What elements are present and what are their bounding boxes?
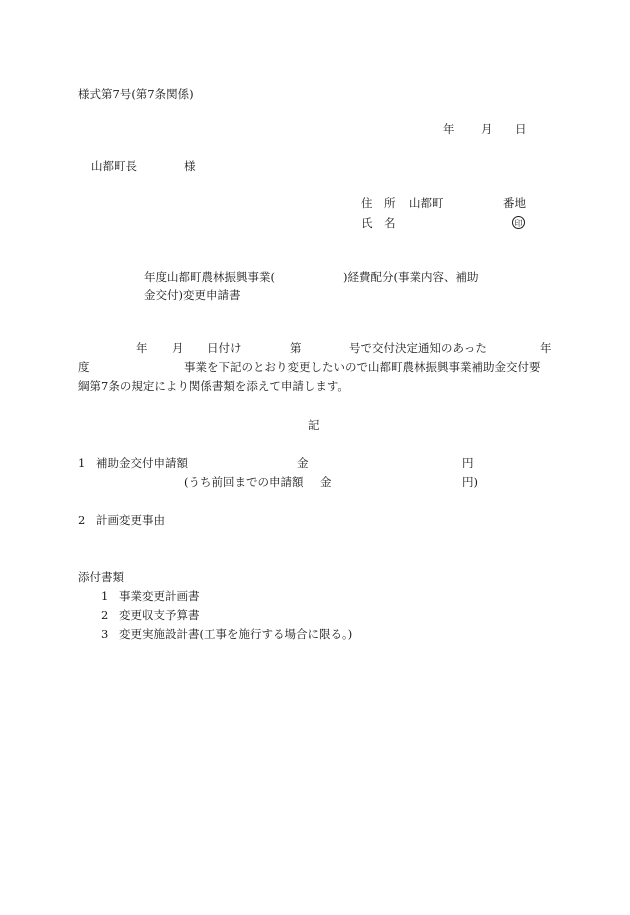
attachment-2-label: 変更収支予算書 bbox=[119, 608, 200, 622]
heading-line2: 金交付)変更申請書 bbox=[144, 288, 241, 302]
address-suffix: 番地 bbox=[503, 196, 526, 210]
address-town: 山都町 bbox=[409, 196, 444, 210]
item2-label: 計画変更事由 bbox=[96, 513, 165, 527]
addressee-title: 山都町長 bbox=[91, 159, 137, 173]
attachment-1-number: 1 bbox=[101, 589, 109, 603]
body-line1-rest: 号で交付決定通知のあった bbox=[349, 341, 487, 355]
item1-sub-kin: 金 bbox=[320, 475, 332, 489]
date-year-label: 年 bbox=[443, 122, 455, 136]
item1-number: 1 bbox=[78, 456, 86, 470]
item1-yen: 円 bbox=[462, 456, 474, 470]
attachment-1-label: 事業変更計画書 bbox=[119, 589, 200, 603]
item1-label: 補助金交付申請額 bbox=[96, 456, 188, 470]
item1-sub-yen: 円) bbox=[462, 475, 478, 489]
item1-sub-label: (うち前回までの申請額 bbox=[184, 475, 304, 489]
form-number: 様式第7号(第7条関係) bbox=[78, 87, 194, 101]
name-label: 氏 名 bbox=[361, 216, 396, 230]
addressee-honorific: 様 bbox=[184, 159, 196, 173]
ki-label: 記 bbox=[308, 418, 320, 432]
body-year: 年 bbox=[136, 341, 148, 355]
address-label: 住 所 bbox=[361, 196, 396, 210]
item2-number: 2 bbox=[78, 513, 86, 527]
attachments-title: 添付書類 bbox=[78, 570, 124, 584]
heading-line1-end: )経費配分(事業内容、補助 bbox=[343, 270, 479, 284]
body-line2-rest: 事業を下記のとおり変更したいので山都町農林振興事業補助金交付要 bbox=[184, 360, 541, 374]
date-month-label: 月 bbox=[481, 122, 493, 136]
seal-mark: 印 bbox=[512, 216, 525, 229]
body-month: 月 bbox=[172, 341, 184, 355]
item1-kin: 金 bbox=[297, 456, 309, 470]
attachment-3-label: 変更実施設計書(工事を施行する場合に限る。) bbox=[119, 627, 353, 641]
body-year2: 年 bbox=[540, 341, 552, 355]
attachment-2-number: 2 bbox=[101, 608, 109, 622]
heading-line1: 年度山都町農林振興事業( bbox=[144, 270, 275, 284]
body-no: 第 bbox=[290, 341, 302, 355]
date-day-label: 日 bbox=[515, 122, 527, 136]
body-line3: 綱第7条の規定により関係書類を添えて申請します。 bbox=[78, 379, 349, 393]
body-date: 日付け bbox=[207, 341, 242, 355]
body-line2-start: 度 bbox=[78, 360, 90, 374]
attachment-3-number: 3 bbox=[101, 627, 109, 641]
